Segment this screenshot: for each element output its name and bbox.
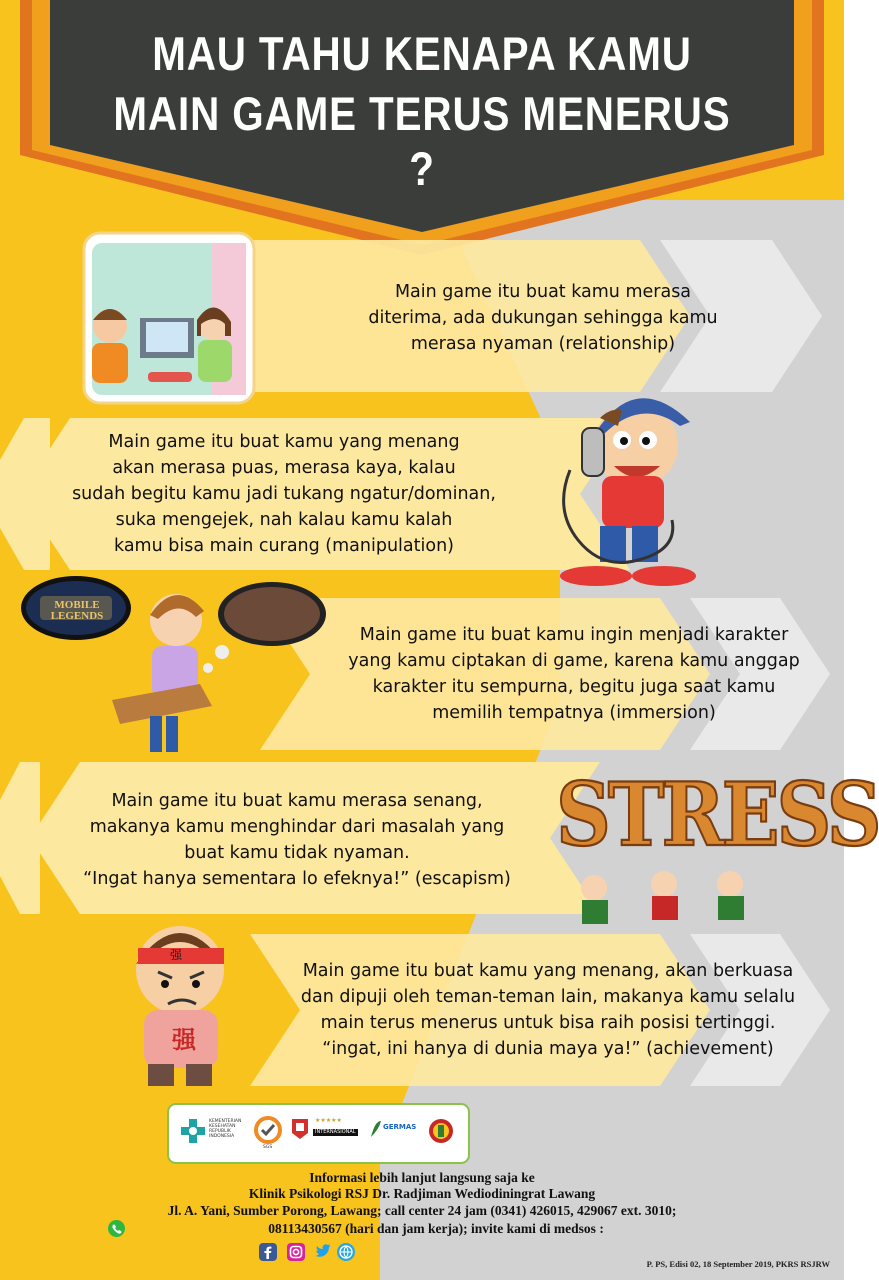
footer-line-3: Jl. A. Yani, Sumber Porong, Lawang; call center 24 jam (0341) 426015, 429067 ext. 3010; bbox=[167, 1203, 677, 1218]
section-4-line-4: “Ingat hanya sementara lo efeknya!” (escapism) bbox=[83, 869, 511, 889]
section-5-line-3: main terus menerus untuk bisa raih posisi tertinggi. bbox=[320, 1013, 776, 1033]
section-2-line-1: Main game itu buat kamu yang menang bbox=[108, 432, 460, 452]
sgs-logo-icon bbox=[253, 1115, 283, 1145]
section-4-line-1: Main game itu buat kamu merasa senang, bbox=[111, 791, 483, 811]
shirt-text: 强 bbox=[172, 1026, 196, 1054]
section-1-line-2: diterima, ada dukungan sehingga kamu bbox=[368, 308, 718, 328]
facebook-icon[interactable] bbox=[259, 1243, 277, 1261]
kids-playing-illustration bbox=[84, 233, 254, 403]
footer-line-4: 08113430567 (hari dan jam kerja); invite kami di medsos : bbox=[268, 1221, 604, 1236]
section-1-line-3: merasa nyaman (relationship) bbox=[410, 334, 676, 354]
rsj-emblem-icon bbox=[427, 1117, 455, 1145]
twitter-icon[interactable] bbox=[314, 1243, 332, 1261]
internasional-logo-icon bbox=[289, 1117, 311, 1141]
game-logo-text: MOBILE LEGENDS bbox=[50, 599, 104, 622]
section-5-line-4: “ingat, ini hanya di dunia maya ya!” (achievement) bbox=[322, 1039, 774, 1059]
section-2-line-5: kamu bisa main curang (manipulation) bbox=[114, 536, 454, 556]
section-5-text bbox=[268, 958, 828, 1062]
germas-logo-icon bbox=[369, 1119, 383, 1139]
section-3-line-2: yang kamu ciptakan di game, karena kamu anggap bbox=[348, 651, 800, 671]
section-5-line-2: dan dipuji oleh teman-teman lain, makanya kamu selalu bbox=[300, 987, 796, 1007]
section-3-line-1: Main game itu buat kamu ingin menjadi karakter bbox=[359, 625, 789, 645]
section-4-text bbox=[38, 788, 556, 892]
footer-line-1: Informasi lebih lanjut langsung saja ke bbox=[309, 1170, 535, 1185]
footer-line-2: Klinik Psikologi RSJ Dr. Radjiman Wediodiningrat Lawang bbox=[248, 1186, 596, 1201]
sponsor-logos-box bbox=[167, 1103, 470, 1164]
header-title-line1: MAU TAHU KENAPA KAMU bbox=[152, 27, 692, 80]
web-icon[interactable] bbox=[337, 1243, 355, 1261]
kemenkes-label: KEMENTERIAN KESEHATAN REPUBLIK INDONESIA bbox=[209, 1119, 242, 1139]
headband-text: 强 bbox=[170, 948, 183, 962]
edition-info: P. PS, Edisi 02, 18 September 2019, PKRS RSJRW bbox=[646, 1259, 830, 1269]
header-title-line2: MAIN GAME TERUS MENERUS ? bbox=[113, 87, 731, 195]
section-1-text bbox=[336, 279, 750, 357]
section-2-text bbox=[34, 429, 534, 559]
section-3-line-4: memilih tempatnya (immersion) bbox=[432, 703, 716, 723]
section-2-line-3: sudah begitu kamu jadi tukang ngatur/dominan, bbox=[72, 484, 496, 504]
section-4-line-3: buat kamu tidak nyaman. bbox=[184, 843, 410, 863]
internasional-label: INTERNASIONAL bbox=[315, 1129, 356, 1135]
stress-word: STRESS bbox=[556, 763, 879, 866]
section-3-text bbox=[320, 622, 828, 726]
germas-label: GERMAS bbox=[383, 1123, 417, 1131]
section-4-line-2: makanya kamu menghindar dari masalah yang bbox=[89, 817, 505, 837]
sgs-label: SGS bbox=[263, 1145, 273, 1150]
instagram-icon[interactable] bbox=[287, 1243, 305, 1261]
section-2-line-2: akan merasa puas, merasa kaya, kalau bbox=[112, 458, 456, 478]
section-1-line-1: Main game itu buat kamu merasa bbox=[394, 282, 692, 302]
section-3-line-3: karakter itu sempurna, begitu juga saat kamu bbox=[372, 677, 776, 697]
section-5-line-1: Main game itu buat kamu yang menang, akan berkuasa bbox=[302, 961, 794, 981]
stars-rating: ★★★★★ bbox=[315, 1117, 342, 1124]
kemenkes-logo-icon bbox=[179, 1117, 207, 1145]
section-2-line-4: suka mengejek, nah kalau kamu kalah bbox=[115, 510, 453, 530]
